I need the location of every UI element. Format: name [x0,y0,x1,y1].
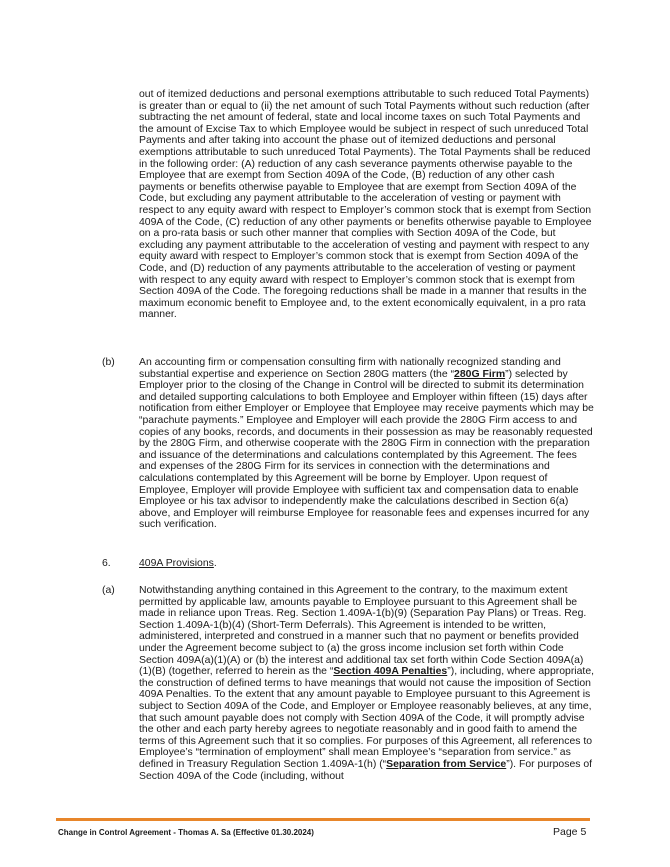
page-number: Page 5 [553,826,587,838]
paragraph-6a-text-3: ”). For purposes of Section 409A of the Code (including, without [139,758,593,782]
footer-rule [56,818,590,821]
paragraph-b-text-2: ”) selected by Employer prior to the closing of the Change in Control will be directed to submit its determination and detailed supporting calculations to both Employee and Employer within fifteen (15) days after notification from either Employer or Employee that Employee may receive payments which may be “parachute payments.” Employee and Employer will each provide the 280G Firm access to and copies of any books, records, and documents in their possession as may be reasonably requested by the 280G Firm, and otherwise cooperate with the 280G Firm in connection with the preparation and issuance of the determinations and calculations contemplated by this Agreement. The fees and expenses of the 280G Firm for its services in connection with the determinations and calculations contemplated by this Agreement will be borne by Employer. Upon request of Employee, Employer will provide Employee with sufficient tax and compensation data to enable Employee or his tax advisor to independently make the calculations described in Section 6(a) above, and Employer will reimburse Employee for reasonable fees and expenses incurred for any such verification. [139,368,594,531]
paragraph-6a-text-2: ”), including, where appropriate, the construction of defined terms to have meanings that would not cause the imposition of Section 409A Penalties. To the extent that any amount payable to Employee pursuant to this Agreement is subject to Section 409A of the Code, and Employer or Employee reasonably believes, at any time, that such amount payable does not comply with Section 409A of the Code, it will promptly advise the other and each party hereby agrees to negotiate reasonably and in good faith to amend the terms of this Agreement such that it so complies. For purposes of this Agreement, all references to Employee’s “termination of employment” shall mean Employee’s “separation from service.” as defined in Treasury Regulation Section 1.409A-1(h) (“ [139,666,595,770]
paragraph-6a-label: (a) [102,585,115,596]
section-6-heading [139,558,217,570]
paragraph-b-text-1: An accounting firm or compensation consulting firm with nationally recognized standing and substantial expertise and experience on Section 280G matters (the “ [139,357,561,380]
section-6-number: 6. [102,558,111,569]
paragraph-a-text: out of itemized deductions and personal exemptions attributable to such reduced Total Payments) is greater than or equal to (ii) the net amount of such Total Payments without such reduction (after subtracting the net amount of federal, state and local income taxes on such Total Payments and the amount of Excise Tax to which Employee would be subject in respect of such unreduced Total Payments and after taking into account the phase out of itemized deductions and personal exemptions attributable to such unreduced Total Payments). The Total Payments shall be reduced in the following order: (A) reduction of any cash severance payments otherwise payable to the Employee that are exempt from Section 409A of the Code, (B) reduction of any other cash payments or benefits otherwise payable to Employee that are exempt from Section 409A of the Code, but excluding any payment attributable to the acceleration of vesting or payment with respect to any equity award with respect to Employer’s common stock that is exempt from Section 409A of the Code, (C) reduction of any other payments or benefits otherwise payable to Employee on a pro-rata basis or such other manner that complies with Section 409A of the Code, but excluding any payment attributable to the acceleration of vesting and payment with respect to any equity award with respect to Employer’s common stock that is exempt from Section 409A of the Code, and (D) reduction of any payments attributable to the acceleration of vesting or payment with respect to any equity award with respect to Employer’s common stock that is exempt from Section 409A of the Code. The foregoing reductions shall be made in a manner that results in the maximum economic benefit to Employee and, to the extent economically equivalent, in a pro rata manner. [139,89,592,321]
defined-term-separation-from-service: Separation from Service [386,758,507,770]
paragraph-a-continuation [139,89,595,321]
paragraph-6a [139,585,595,782]
paragraph-6a-text-1: Notwithstanding anything contained in this Agreement to the contrary, to the maximum extent permitted by applicable law, amounts payable to Employee pursuant to this Agreement shall be made in reliance upon Treas. Reg. Section 1.409A-1(b)(9) (Separation Pay Plans) or Treas. Reg. Section 1.409A-1(b)(4) (Short-Term Deferrals). This Agreement is intended to be written, administered, interpreted and construed in a manner such that no payment or benefits provided under the Agreement become subject to (a) the gross income inclusion set forth within Code Section 409A(a)(1)(A) or (b) the interest and additional tax set forth within Code Section 409A(a)(1)(B) (together, referred to herein as the “ [139,585,587,678]
section-6-title-suffix: . [213,558,217,569]
defined-term-280g-firm: 280G Firm [454,368,506,380]
footer-document-title: Change in Control Agreement - Thomas A. Sa (Effective 01.30.2024) [58,828,314,837]
paragraph-b [139,357,595,531]
paragraph-b-label: (b) [102,357,115,368]
defined-term-section-409a-penalties: Section 409A Penalties [333,666,448,678]
section-6-title: 409A Provisions [139,558,214,569]
